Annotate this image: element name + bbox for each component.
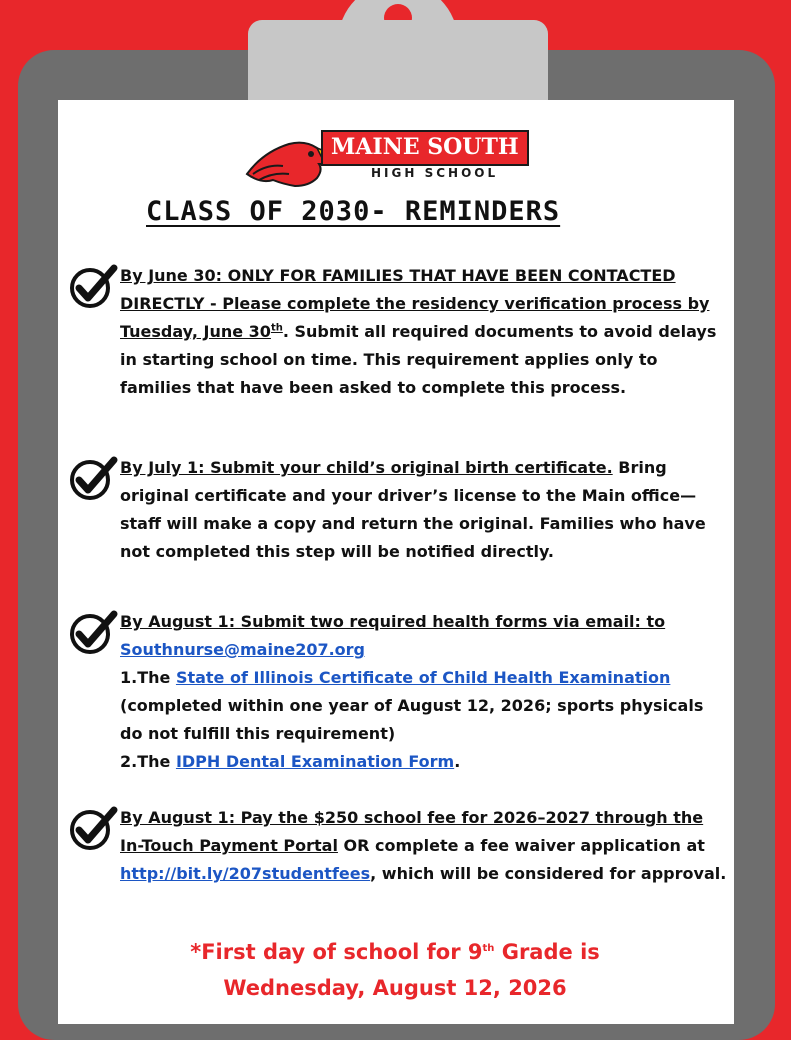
reminder-4-end: , which will be considered for approval.: [370, 864, 727, 883]
hawk-mascot-icon: [243, 134, 333, 190]
reminder-text-4: [120, 804, 728, 888]
reminder-2-heading: By July 1: Submit your child’s original birth certificate.: [120, 458, 613, 477]
first-day-sup: th: [482, 943, 495, 954]
first-day-line-1-text: *First day of school for 9: [190, 940, 483, 964]
dental-form-link[interactable]: IDPH Dental Examination Form: [175, 752, 455, 771]
form-1-prefix: 1.The: [120, 668, 176, 687]
logo-name: MAINE SOUTH: [321, 130, 529, 166]
reminder-3-heading: By August 1: Submit two required health forms via email: to: [120, 612, 666, 631]
reminder-1-sup: th: [270, 322, 283, 334]
health-certificate-link[interactable]: State of Illinois Certificate of Child Health Examination: [175, 668, 671, 687]
first-day-notice: [80, 934, 710, 1006]
checkmark-icon: [68, 456, 118, 502]
reminder-text-1: [120, 262, 728, 402]
form-2-end: .: [454, 752, 461, 771]
reminder-4-heading: By August 1: Pay the $250 school fee for 2026–2027 through the In-Touch Payment Portal: [120, 808, 704, 855]
reminder-4-mid: OR complete a fee waiver application at: [337, 836, 705, 855]
page-title: CLASS OF 2030- REMINDERS: [146, 196, 561, 227]
form-1-note: (completed within one year of August 12, 2026; sports physicals do not fulfill this requirement): [120, 696, 704, 743]
checkmark-icon: [68, 610, 118, 656]
reminder-1-heading: By June 30: ONLY FOR FAMILIES THAT HAVE BEEN CONTACTED DIRECTLY - Please complete the residency verification process by Tuesday, June 30: [120, 266, 710, 341]
checkmark-icon: [68, 806, 118, 852]
school-logo: [243, 130, 543, 190]
reminder-2-body: Bring original certificate and your driver’s license to the Main office—staff will make a copy and return the original. Families who have not completed this step will be notified directly.: [120, 458, 706, 561]
reminder-text-2: [120, 454, 728, 566]
reminder-1-body: . Submit all required documents to avoid delays in starting school on time. This requirement applies only to families that have been asked to complete this process.: [120, 322, 717, 397]
first-day-line-2: Wednesday, August 12, 2026: [223, 976, 567, 1000]
first-day-line-1-end: Grade is: [494, 940, 600, 964]
checkmark-icon: [68, 264, 118, 310]
email-link[interactable]: Southnurse@maine207.org: [120, 640, 365, 659]
logo-subtitle: HIGH SCHOOL: [371, 166, 499, 180]
first-day-line-1: [80, 934, 710, 970]
reminder-text-3: [120, 608, 728, 776]
form-2-prefix: 2.The: [120, 752, 176, 771]
student-fees-link[interactable]: http://bit.ly/207studentfees: [120, 864, 371, 883]
